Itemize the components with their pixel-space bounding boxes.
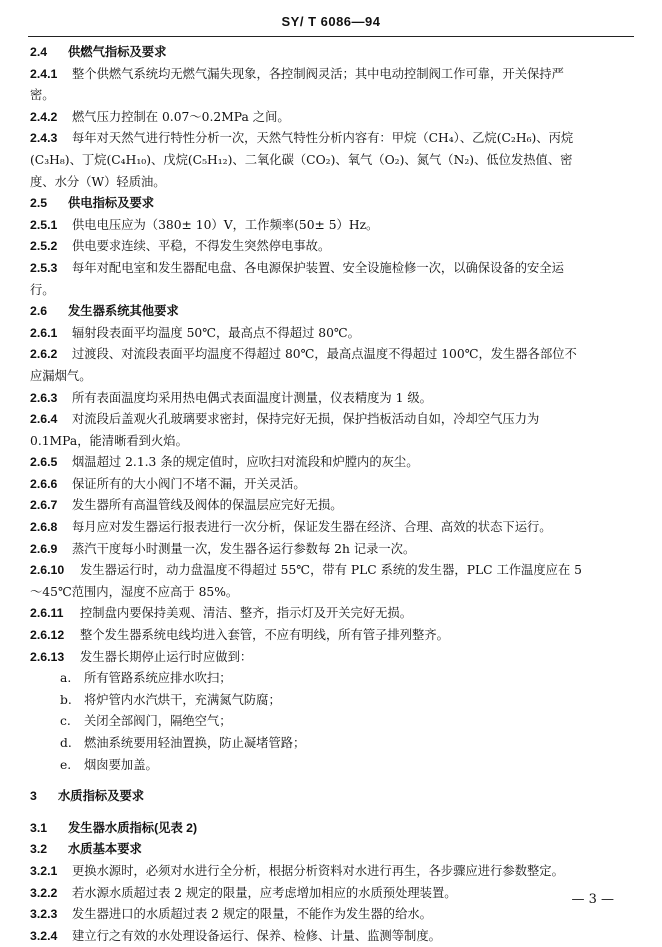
- section-heading: [30, 301, 636, 323]
- clause-line: [30, 883, 636, 905]
- clause-continuation: 度、水分（W）轻质油。: [30, 174, 166, 189]
- clause-text: 供电要求连续、平稳，不得发生突然停电事故。: [72, 239, 331, 254]
- clause-line: [30, 647, 636, 669]
- clause-continuation: 0.1MPa，能清晰看到火焰。: [30, 433, 188, 448]
- clause-number: 2.6.11: [30, 606, 64, 621]
- clause-line: [30, 495, 636, 517]
- clause-continuation: 密。: [30, 88, 55, 103]
- section-heading: [30, 42, 636, 64]
- section-title: 水质指标及要求: [58, 789, 145, 804]
- list-item: [30, 690, 636, 712]
- clause-number: 2.6.10: [30, 563, 65, 578]
- clause-text: 辐射段表面平均温度 50℃，最高点不得超过 80℃。: [72, 325, 360, 340]
- clause-text: 发生器进口的水质超过表 2 规定的限量，不能作为发生器的给水。: [72, 907, 432, 922]
- clause-text: 更换水源时，必须对水进行全分析，根据分析资料对水进行再生，各步骤应进行参数整定。: [72, 863, 564, 878]
- list-text: 烟囱要加盖。: [84, 757, 158, 772]
- section-gap: [30, 776, 636, 786]
- section-number: 2.5: [30, 196, 48, 211]
- list-text: 所有管路系统应排水吹扫；: [84, 671, 232, 686]
- clause-number: 2.6.5: [30, 455, 58, 470]
- clause-text: 蒸汽干度每小时测量一次，发生器各运行参数每 2h 记录一次。: [72, 541, 416, 556]
- clause-text: 发生器所有高温管线及阀体的保温层应完好无损。: [72, 498, 343, 513]
- clause-text: 每年对配电室和发生器配电盘、各电源保护装置、安全设施检修一次，以确保设备的安全运: [72, 260, 564, 275]
- clause-number: 2.6.13: [30, 649, 65, 664]
- document-body: [30, 42, 636, 947]
- clause-text: 若水源水质超过表 2 规定的限量，应考虑增加相应的水质预处理装置。: [72, 885, 457, 900]
- clause-text: 烟温超过 2.1.3 条的规定值时，应吹扫对流段和炉膛内的灰尘。: [72, 455, 419, 470]
- clause-number: 2.6.8: [30, 520, 58, 535]
- list-letter: c.: [60, 714, 71, 729]
- clause-line: [30, 517, 636, 539]
- list-letter: e.: [60, 757, 72, 772]
- clause-line: [30, 603, 636, 625]
- clause-number: 3.2.3: [30, 907, 58, 922]
- clause-text: 建立行之有效的水处理设备运行、保养、检修、计量、监测等制度。: [72, 928, 441, 943]
- clause-text: 燃气压力控制在 0.07～0.2MPa 之间。: [72, 109, 290, 124]
- clause-text: 供电电压应为（380± 10）V，工作频率(50± 5）Hz。: [72, 217, 379, 232]
- list-letter: d.: [60, 736, 72, 750]
- clause-text: 发生器运行时，动力盘温度不得超过 55℃，带有 PLC 系统的发生器，PLC 工作温度应在 5: [80, 563, 582, 578]
- clause-number: 2.6.12: [30, 628, 65, 643]
- section-number: 3.1: [30, 820, 48, 835]
- section-title: 供燃气指标及要求: [68, 45, 167, 59]
- clause-number: 3.2.2: [30, 885, 58, 900]
- list-text: 将炉管内水汽烘干，充满氮气防腐；: [84, 692, 281, 707]
- clause-continuation: 行。: [30, 282, 55, 297]
- clause-number: 2.4.2: [30, 109, 58, 124]
- clause-number: 3.2.4: [30, 928, 58, 943]
- clause-number: 3.2.1: [30, 863, 58, 878]
- section-number: 2.6: [30, 304, 48, 319]
- clause-line: [30, 107, 636, 129]
- clause-line: [30, 388, 636, 410]
- section-heading: [30, 786, 636, 808]
- list-item: [30, 755, 636, 777]
- clause-line: [30, 474, 636, 496]
- section-number: 3: [30, 789, 37, 804]
- section-number: 3.2: [30, 842, 48, 857]
- clause-number: 2.6.3: [30, 390, 58, 405]
- clause-line: [30, 258, 636, 280]
- clause-text: 每月应对发生器运行报表进行一次分析，保证发生器在经济、合理、高效的状态下运行。: [72, 520, 552, 535]
- clause-line: [30, 560, 636, 582]
- header-rule: [28, 36, 634, 37]
- section-title: 发生器水质指标(见表 2): [68, 820, 198, 835]
- list-item: [30, 711, 636, 733]
- list-letter: b.: [60, 692, 72, 707]
- section-heading: [30, 818, 636, 840]
- clause-text: 保证所有的大小阀门不堵不漏，开关灵活。: [72, 476, 306, 491]
- clause-number: 2.6.2: [30, 347, 58, 362]
- clause-number: 2.4.1: [30, 66, 58, 81]
- clause-number: 2.5.1: [30, 217, 58, 232]
- clause-continuation: ～45℃范围内，湿度不应高于 85%。: [30, 584, 239, 599]
- clause-line: [30, 323, 636, 345]
- clause-text: 对流段后盖观火孔玻璃要求密封，保持完好无损，保护挡板活动自如，冷却空气压力为: [72, 412, 540, 427]
- clause-line: [30, 861, 636, 883]
- section-heading: [30, 839, 636, 861]
- clause-text: 每年对天然气进行特性分析一次，天然气特性分析内容有：甲烷（CH₄）、乙烷(C₂H₆)、丙烷: [72, 131, 574, 146]
- clause-line: [30, 236, 636, 258]
- list-text: 燃油系统要用轻油置换，防止凝堵管路；: [84, 736, 306, 750]
- clause-number: 2.5.3: [30, 260, 58, 275]
- page-number: — 3 —: [571, 892, 614, 907]
- section-title: 发生器系统其他要求: [68, 304, 179, 319]
- clause-number: 2.6.4: [30, 412, 58, 427]
- section-heading: [30, 193, 636, 215]
- clause-line: [30, 128, 636, 150]
- list-text: 关闭全部阀门，隔绝空气；: [84, 714, 232, 729]
- clause-text: 过渡段、对流段表面平均温度不得超过 80℃，最高点温度不得超过 100℃，发生器各部位不: [72, 347, 577, 362]
- section-title: 水质基本要求: [68, 842, 142, 857]
- clause-line: [30, 539, 636, 561]
- clause-continuation: (C₃H₈)、丁烷(C₄H₁₀)、戊烷(C₅H₁₂)、二氧化碳（CO₂)、氧气（O₂)、氮气（N₂)、低位发热值、密: [30, 152, 573, 167]
- clause-continuation: 应漏烟气。: [30, 368, 92, 383]
- clause-text: 控制盘内要保持美观、清洁、整齐，指示灯及开关完好无损。: [80, 606, 413, 621]
- clause-line: [30, 344, 636, 366]
- clause-text: 所有表面温度均采用热电偶式表面温度计测量，仪表精度为 1 级。: [72, 390, 432, 405]
- clause-number: 2.4.3: [30, 131, 58, 146]
- list-letter: a.: [60, 671, 72, 686]
- clause-number: 2.6.9: [30, 541, 58, 556]
- clause-line: [30, 64, 636, 86]
- section-gap: [30, 808, 636, 818]
- section-number: 2.4: [30, 45, 48, 59]
- list-item: [30, 733, 636, 755]
- list-item: [30, 668, 636, 690]
- clause-line: [30, 409, 636, 431]
- clause-line: [30, 926, 636, 947]
- clause-line: [30, 215, 636, 237]
- clause-number: 2.6.1: [30, 325, 58, 340]
- clause-text: 整个供燃气系统均无燃气漏失现象，各控制阀灵活；其中电动控制阀工作可靠，开关保持严: [72, 66, 564, 81]
- clause-number: 2.5.2: [30, 239, 58, 254]
- clause-number: 2.6.6: [30, 476, 58, 491]
- clause-text: 整个发生器系统电线均进入套管，不应有明线，所有管子排列整齐。: [80, 628, 449, 643]
- clause-line: [30, 452, 636, 474]
- section-title: 供电指标及要求: [68, 196, 155, 211]
- clause-number: 2.6.7: [30, 498, 58, 513]
- clause-line: [30, 625, 636, 647]
- clause-line: [30, 904, 636, 926]
- page-header: SY/ T 6086—94: [281, 14, 381, 29]
- clause-text: 发生器长期停止运行时应做到：: [80, 649, 253, 664]
